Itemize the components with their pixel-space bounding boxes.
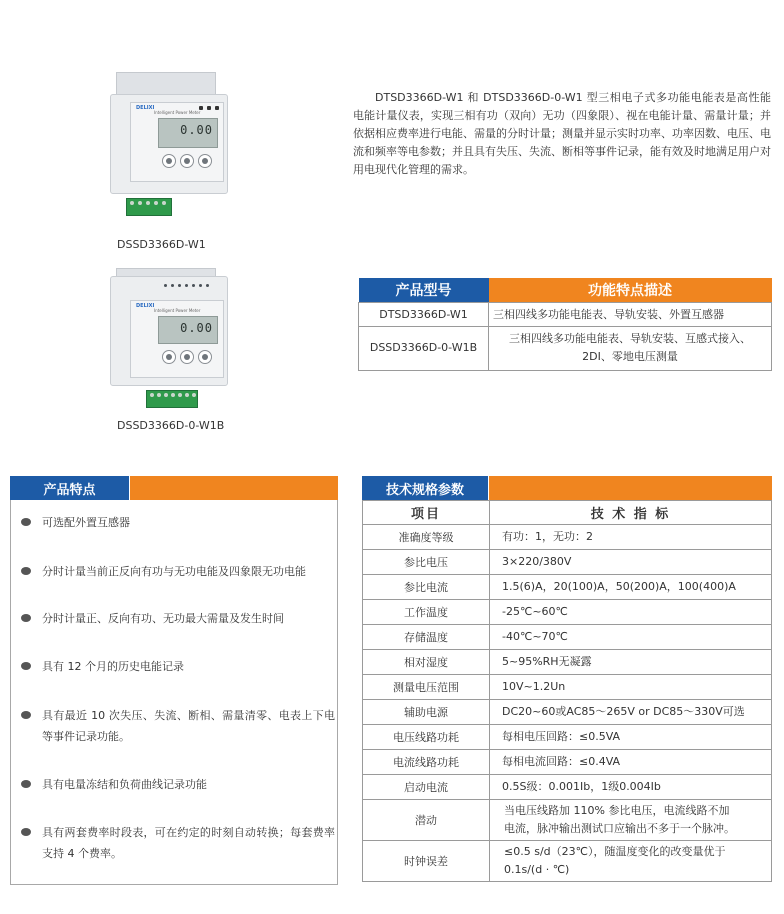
terminal-block — [146, 390, 198, 408]
spec-value: DC20~60或AC85～265V or DC85～330V可选 — [490, 700, 772, 725]
spec-row — [363, 600, 772, 625]
spec-key: 启动电流 — [363, 775, 490, 800]
spec-row — [363, 625, 772, 650]
spec-header-row — [363, 501, 772, 525]
bullet-icon — [21, 662, 31, 670]
intro-paragraph: DTSD3366D-W1 和 DTSD3366D-0-W1 型三相电子式多功能电能表是高性能电能计量仪表，实现三相有功（双向）无功（四象限）、视在电能计量、需量计量；并依据相应费率进行电能、需量的分时计量；测量并显示实时功率、功率因数、电压、电流和频率等电参数；并且具有失压、失流、断相等事件记录，能有效及时地满足用户对用电现代化管理的需求。 — [353, 91, 771, 176]
spec-key: 电流线路功耗 — [363, 750, 490, 775]
spec-row — [363, 750, 772, 775]
spec-key: 工作温度 — [363, 600, 490, 625]
spec-key: 测量电压范围 — [363, 675, 490, 700]
spec-key: 参比电流 — [363, 575, 490, 600]
specs-title: 技术规格参数 — [362, 476, 489, 500]
feature-item: 可选配外置互感器 — [21, 512, 335, 533]
spec-value: -25℃~60℃ — [490, 600, 772, 625]
model-table-row — [359, 326, 772, 370]
spec-table — [362, 500, 772, 882]
spec-key: 时钟误差 — [363, 841, 490, 882]
model-desc: 三相四线多功能电能表、导轨安装、互感式接入、 2DI、零地电压测量 — [489, 326, 772, 370]
spec-value: 0.5S级：0.001Ib，1级0.004Ib — [490, 775, 772, 800]
spec-value: 10V~1.2Un — [490, 675, 772, 700]
bullet-icon — [21, 780, 31, 788]
spec-row — [363, 725, 772, 750]
product-image-1: DELIXI Intelligent Power Meter 0.00 — [110, 72, 230, 220]
meter-button — [162, 350, 176, 364]
spec-row — [363, 775, 772, 800]
model-table-header-model: 产品型号 — [359, 278, 489, 302]
bullet-icon — [21, 518, 31, 526]
product-caption-2: DSSD3366D-0-W1B — [117, 419, 225, 432]
meter-button — [180, 154, 194, 168]
feature-item: 具有电量冻结和负荷曲线记录功能 — [21, 774, 335, 795]
spec-value: ≤0.5 s/d（23℃），随温度变化的改变量优于 0.1s/(d · ℃) — [490, 841, 772, 882]
features-header — [10, 476, 338, 500]
spec-value: 5~95%RH无凝露 — [490, 650, 772, 675]
brand-logo: DELIXI — [136, 303, 155, 309]
spec-key: 存储温度 — [363, 625, 490, 650]
spec-value: 每相电流回路：≤0.4VA — [490, 750, 772, 775]
spec-row — [363, 675, 772, 700]
feature-item: 具有两套费率时段表，可在约定的时刻自动转换；每套费率支持 4 个费率。 — [21, 822, 335, 864]
spec-value: 有功：1，无功：2 — [490, 525, 772, 550]
spec-row — [363, 841, 772, 882]
spec-value: 每相电压回路：≤0.5VA — [490, 725, 772, 750]
model-desc: 三相四线多功能电能表、导轨安装、外置互感器 — [489, 302, 772, 326]
spec-key: 参比电压 — [363, 550, 490, 575]
spec-key: 辅助电源 — [363, 700, 490, 725]
spec-row — [363, 575, 772, 600]
model-name: DSSD3366D-0-W1B — [359, 326, 489, 370]
spec-row — [363, 800, 772, 841]
spec-key: 准确度等级 — [363, 525, 490, 550]
brand-logo: DELIXI — [136, 105, 155, 111]
model-table-header-desc: 功能特点描述 — [489, 278, 772, 302]
meter-button — [180, 350, 194, 364]
spec-value: 3×220/380V — [490, 550, 772, 575]
terminal-block — [126, 198, 172, 216]
product-caption-1: DSSD3366D-W1 — [117, 238, 206, 251]
spec-col-value: 技 术 指 标 — [490, 501, 772, 525]
spec-value: 当电压线路加 110% 参比电压，电流线路不加 电流，脉冲输出测试口应输出不多于一个脉冲。 — [490, 800, 772, 841]
meter-button — [162, 154, 176, 168]
feature-item: 分时计量正、反向有功、无功最大需量及发生时间 — [21, 608, 335, 629]
bullet-icon — [21, 828, 31, 836]
meter-button — [198, 350, 212, 364]
specs-header — [362, 476, 772, 500]
feature-item: 具有最近 10 次失压、失流、断相、需量清零、电表上下电等事件记录功能。 — [21, 705, 335, 747]
spec-row — [363, 650, 772, 675]
spec-key: 潜动 — [363, 800, 490, 841]
feature-item: 分时计量当前正反向有功与无功电能及四象限无功电能 — [21, 561, 335, 582]
features-title: 产品特点 — [10, 476, 130, 500]
features-panel — [10, 500, 338, 885]
model-table-row — [359, 302, 772, 326]
spec-col-item: 项目 — [363, 501, 490, 525]
bullet-icon — [21, 567, 31, 575]
spec-key: 相对湿度 — [363, 650, 490, 675]
spec-row — [363, 550, 772, 575]
spec-row — [363, 700, 772, 725]
spec-row — [363, 525, 772, 550]
bullet-icon — [21, 614, 31, 622]
meter-button — [198, 154, 212, 168]
spec-value: 1.5(6)A，20(100)A，50(200)A，100(400)A — [490, 575, 772, 600]
bullet-icon — [21, 711, 31, 719]
model-table — [358, 278, 772, 371]
model-name: DTSD3366D-W1 — [359, 302, 489, 326]
spec-key: 电压线路功耗 — [363, 725, 490, 750]
feature-item: 具有 12 个月的历史电能记录 — [21, 656, 335, 677]
product-image-2: DELIXI Intelligent Power Meter 0.00 — [110, 268, 230, 416]
spec-value: -40℃~70℃ — [490, 625, 772, 650]
lcd-display: 0.00 — [158, 316, 218, 344]
lcd-display: 0.00 — [158, 118, 218, 148]
